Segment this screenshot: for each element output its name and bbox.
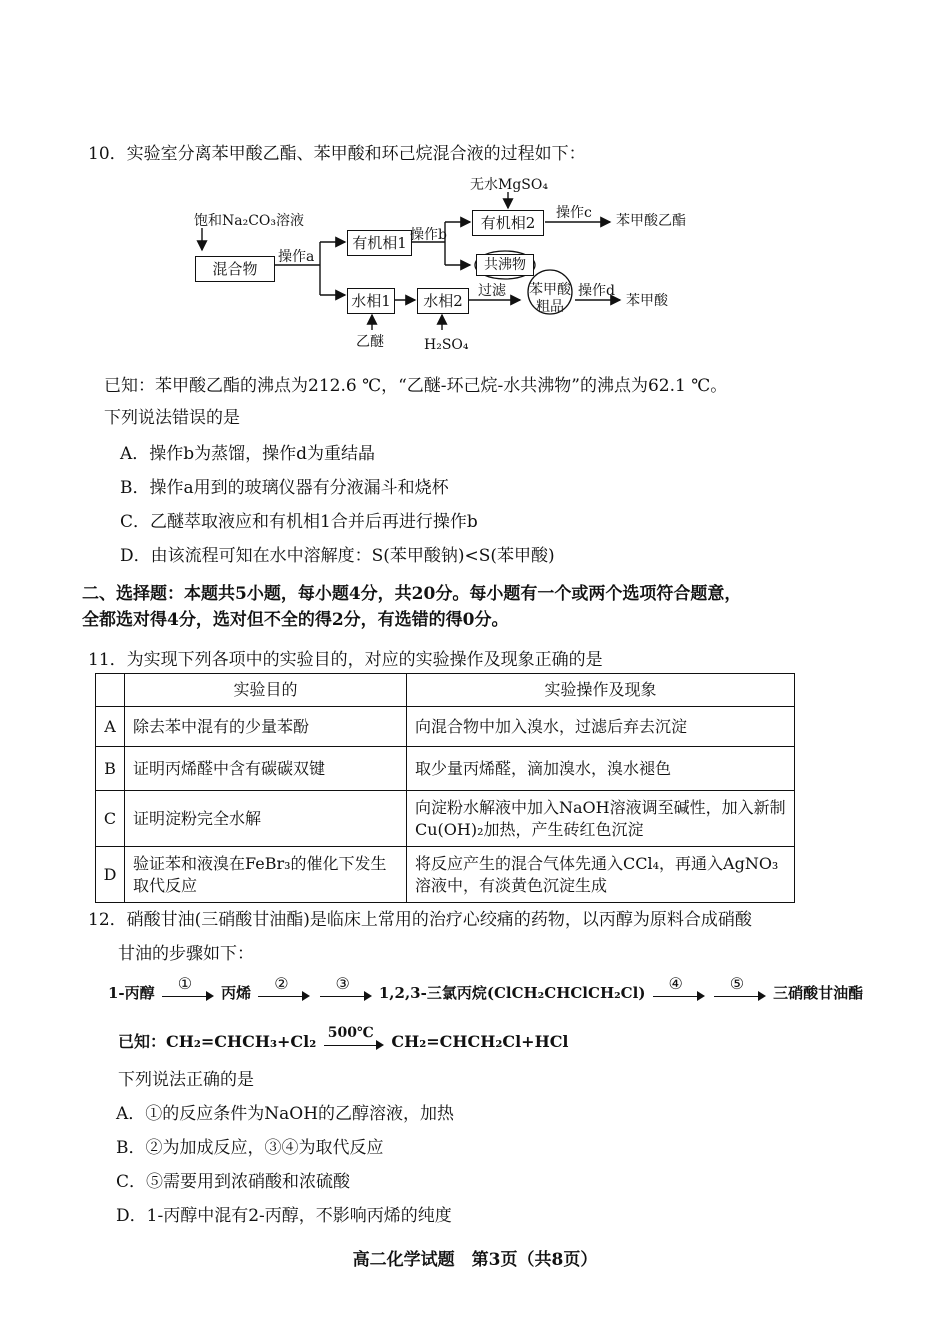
arrow-step-1 [162, 974, 214, 1004]
label-op-c: 操作c [556, 205, 592, 221]
box-water-2: 水相2 [417, 288, 469, 314]
row-key: B [96, 747, 125, 791]
reagent-h2so4: H₂SO₄ [424, 337, 469, 353]
reagent-mgso4: 无水MgSO₄ [470, 177, 548, 193]
table-row [96, 707, 795, 747]
row-key: D [96, 847, 125, 903]
arrow-head-icon [376, 1040, 384, 1050]
step-1-label: ① [177, 974, 193, 993]
q10-known: 已知：苯甲酸乙酯的沸点为212.6 ℃，“乙醚-环己烷-水共沸物”的沸点为62.1 ℃。 [104, 376, 728, 396]
q10-stem: 10．实验室分离苯甲酸乙酯、苯甲酸和环己烷混合液的过程如下： [88, 144, 586, 164]
product-acid: 苯甲酸 [626, 293, 668, 309]
known-reactants: 已知：CH₂=CHCH₃+Cl₂ [118, 1032, 317, 1051]
q12-ask: 下列说法正确的是 [118, 1070, 254, 1090]
step-5-label: ⑤ [729, 974, 745, 993]
q12-reaction-chain [108, 974, 864, 1004]
row-goal: 证明淀粉完全水解 [125, 791, 407, 847]
table-header-row [96, 674, 795, 707]
label-op-d: 操作d [578, 283, 615, 299]
q12-option-a: A．①的反应条件为NaOH的乙醇溶液，加热 [116, 1104, 455, 1124]
q12-option-b: B．②为加成反应，③④为取代反应 [116, 1138, 384, 1158]
section2-line1: 二、选择题：本题共5小题，每小题4分，共20分。每小题有一个或两个选项符合题意， [82, 584, 742, 604]
row-goal: 除去苯中混有的少量苯酚 [125, 707, 407, 747]
known-condition: 500℃ [327, 1024, 374, 1041]
arrow-head-icon [302, 991, 310, 1001]
q11-stem: 11．为实现下列各项中的实验目的，对应的实验操作及现象正确的是 [88, 650, 603, 670]
label-filter: 过滤 [478, 283, 506, 299]
header-key [96, 674, 125, 707]
crude-acid: 苯甲酸粗品 [529, 282, 571, 315]
arrow-head-icon [758, 991, 766, 1001]
page-footer: 高二化学试题 第3页（共8页） [352, 1250, 598, 1270]
chain-start: 1-丙醇 [108, 984, 155, 1002]
row-key: C [96, 791, 125, 847]
row-key: A [96, 707, 125, 747]
arrow-step-4 [653, 974, 705, 1004]
row-operation: 取少量丙烯醛，滴加溴水，溴水褪色 [407, 747, 795, 791]
box-organic-1: 有机相1 [347, 230, 412, 256]
q10-ask: 下列说法错误的是 [104, 408, 240, 428]
reagent-ether: 乙醚 [356, 334, 384, 350]
arrow-head-icon [364, 991, 372, 1001]
row-operation: 向混合物中加入溴水，过滤后弃去沉淀 [407, 707, 795, 747]
label-op-a: 操作a [278, 249, 315, 265]
q12-option-c: C．⑤需要用到浓硝酸和浓硫酸 [116, 1172, 351, 1192]
row-operation: 将反应产生的混合气体先通入CCl₄，再通入AgNO₃溶液中，有淡黄色沉淀生成 [407, 847, 795, 903]
q12-known [118, 1024, 569, 1054]
arrow-head-icon [697, 991, 705, 1001]
table-row [96, 847, 795, 903]
label-op-b: 操作b [410, 227, 447, 243]
q12-stem-line2: 甘油的步骤如下： [118, 944, 254, 964]
q10-flowchart [180, 170, 700, 360]
product-ester: 苯甲酸乙酯 [616, 213, 686, 229]
q10-option-b: B．操作a用到的玻璃仪器有分液漏斗和烧杯 [120, 478, 449, 498]
q12-stem-line1: 12．硝酸甘油(三硝酸甘油酯)是临床上常用的治疗心绞痛的药物，以丙醇为原料合成硝酸 [88, 910, 752, 930]
arrow-head-icon [206, 991, 214, 1001]
q10-option-d: D．由该流程可知在水中溶解度：S(苯甲酸钠)<S(苯甲酸) [120, 546, 555, 566]
row-goal: 证明丙烯醛中含有碳碳双键 [125, 747, 407, 791]
box-organic-2: 有机相2 [472, 210, 544, 236]
box-water-1: 水相1 [347, 288, 395, 314]
box-azeotrope: 共沸物 [476, 254, 534, 276]
chain-trichloropropane: 1,2,3-三氯丙烷(ClCH₂CHClCH₂Cl) [378, 984, 646, 1002]
q12-option-d: D．1-丙醇中混有2-丙醇，不影响丙烯的纯度 [116, 1206, 452, 1226]
section2-line2: 全都选对得4分，选对但不全的得2分，有选错的得0分。 [82, 610, 509, 630]
known-products: CH₂=CHCH₂Cl+HCl [391, 1032, 569, 1051]
arrow-step-2 [258, 974, 310, 1004]
arrow-step-5 [714, 974, 766, 1004]
chain-end: 三硝酸甘油酯 [773, 984, 864, 1002]
header-goal: 实验目的 [125, 674, 407, 707]
box-mixture: 混合物 [195, 256, 275, 282]
chain-propene: 丙烯 [221, 984, 252, 1002]
arrow-step-3 [320, 974, 372, 1004]
q11-table [95, 673, 795, 903]
step-2-label: ② [274, 974, 289, 993]
table-row [96, 791, 795, 847]
q10-option-c: C．乙醚萃取液应和有机相1合并后再进行操作b [120, 512, 478, 532]
row-operation: 向淀粉水解液中加入NaOH溶液调至碱性，加入新制Cu(OH)₂加热，产生砖红色沉淀 [407, 791, 795, 847]
table-row [96, 747, 795, 791]
known-arrow [324, 1024, 384, 1053]
reagent-na2co3: 饱和Na₂CO₃溶液 [194, 213, 305, 229]
step-3-label: ③ [335, 974, 350, 993]
step-4-label: ④ [668, 974, 683, 993]
q10-option-a: A．操作b为蒸馏，操作d为重结晶 [120, 444, 376, 464]
row-goal: 验证苯和液溴在FeBr₃的催化下发生取代反应 [125, 847, 407, 903]
header-operation: 实验操作及现象 [407, 674, 795, 707]
